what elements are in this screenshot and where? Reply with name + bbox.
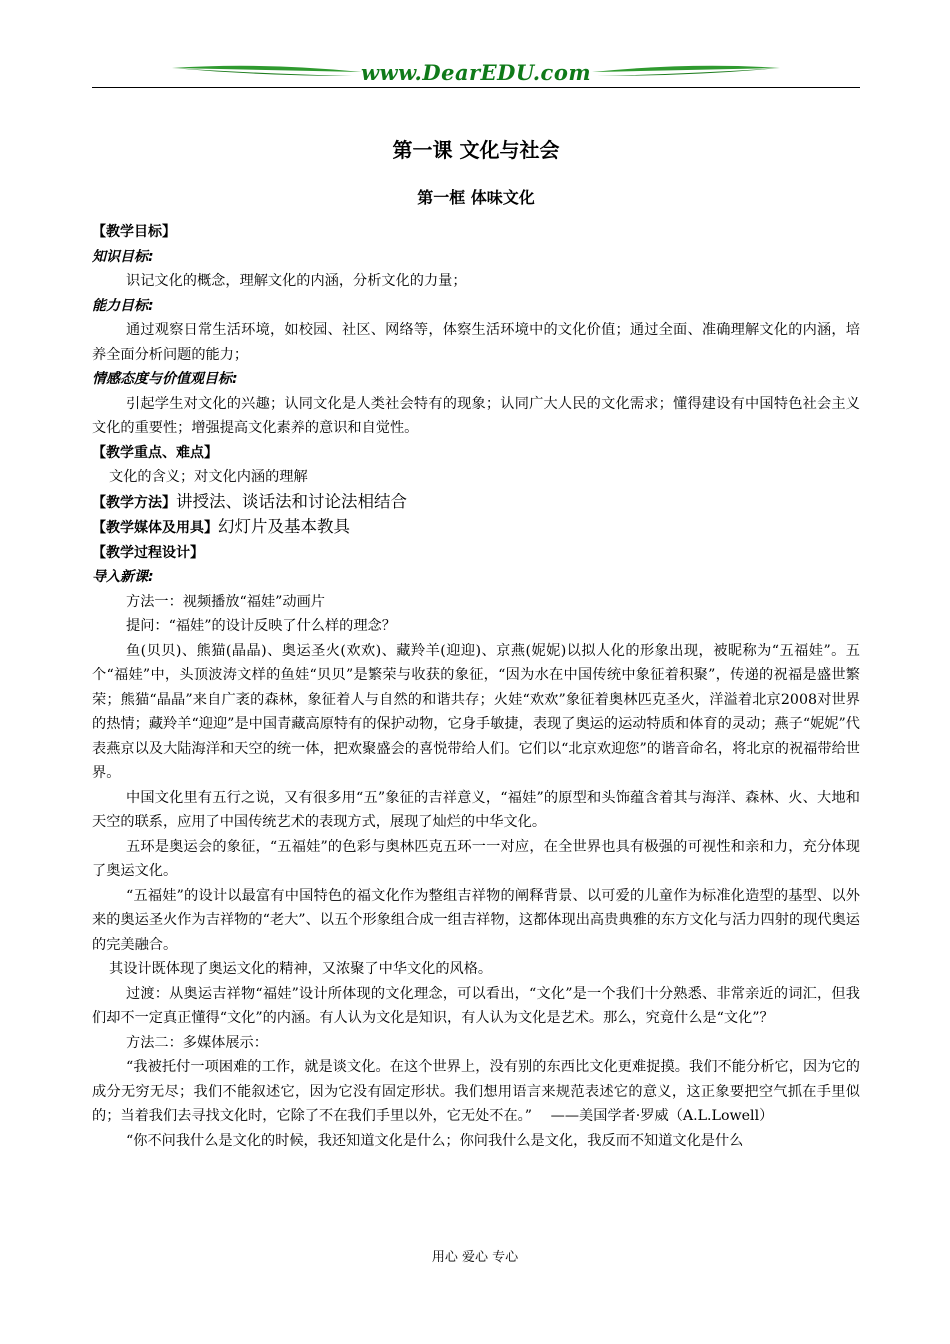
site-logo-text: www.DearEDU.com	[360, 60, 592, 85]
page-footer: 用心 爱心 专心	[431, 1250, 519, 1265]
media-label: 【教学媒体及用具】	[92, 520, 218, 536]
knowledge-text: 识记文化的概念，理解文化的内涵，分析文化的力量；	[126, 273, 467, 289]
ability-label: 能力目标:	[92, 297, 154, 314]
section-title: 第一框 体味文化	[417, 188, 535, 207]
media-line	[92, 515, 860, 541]
document-body	[92, 136, 860, 1153]
paragraph: 提问：“福娃”的设计反映了什么样的理念？	[126, 618, 396, 634]
paragraph: 鱼(贝贝)、熊猫(晶晶)、奥运圣火(欢欢)、藏羚羊(迎迎)、京燕(妮妮)以拟人化的形象出现，被昵称为“五福娃”。五个“福娃”中，头顶波涛文样的鱼娃“贝贝”是繁荣与收获的象征，“因为水在中国传统中象征着积聚”，传递的祝福是盛世繁荣；熊猫“晶晶”来自广袤的森林，象征着人与自然的和谐共存；火娃“欢欢”象征着奥林匹克圣火，洋溢着北京2008对世界的热情；藏羚羊“迎迎”是中国青藏高原特有的保护动物，它身手敏捷，表现了奥运的运动特质和体育的灵动；燕子“妮妮”代表燕京以及大陆海洋和天空的统一体，把欢聚盛会的喜悦带给人们。它们以“北京欢迎您”的谐音命名，将北京的祝福带给世界。	[92, 642, 860, 781]
method-text: 讲授法、谈话法和讨论法相结合	[176, 491, 407, 511]
paragraph: 方法一：视频播放“福娃”动画片	[126, 593, 325, 610]
lesson-title: 第一课 文化与社会	[392, 138, 560, 162]
key-points-heading: 【教学重点、难点】	[92, 444, 218, 461]
ability-text: 通过观察日常生活环境，如校园、社区、网络等，体察生活环境中的文化价值；通过全面、准确理解文化的内涵，培养全面分析问题的能力；	[92, 322, 860, 363]
quote-paragraph: “你不问我什么是文化的时候，我还知道文化是什么；你问我什么是文化，我反而不知道文化是什么	[126, 1132, 744, 1149]
paragraph: “五福娃”的设计以最富有中国特色的福文化作为整组吉祥物的阐释背景、以可爱的儿童作为标准化造型的基型、以外来的奥运圣火作为吉祥物的“老大”、以五个形象组合成一组吉祥物，这都体现出高贵典雅的东方文化与活力四射的现代奥运的完美融合。	[92, 887, 860, 953]
paragraph: 中国文化里有五行之说，又有很多用“五”象征的吉祥意义，“福娃”的原型和头饰蕴含着其与海洋、森林、火、大地和天空的联系，应用了中国传统艺术的表现方式，展现了灿烂的中华文化。	[92, 789, 860, 830]
method-line	[92, 490, 860, 516]
paragraph: 过渡：从奥运吉祥物“福娃”设计所体现的文化理念，可以看出，“文化”是一个我们十分熟悉、非常亲近的词汇，但我们却不一定真正懂得“文化”的内涵。有人认为文化是知识，有人认为文化是艺术。那么，究竟什么是“文化”？	[92, 985, 860, 1026]
process-heading: 【教学过程设计】	[92, 544, 204, 561]
quote-paragraph: “我被托付一项困难的工作，就是谈文化。在这个世界上，没有别的东西比文化更难捉摸。我们不能分析它，因为它的成分无穷无尽；我们不能叙述它，因为它没有固定形状。我们想用语言来规范表述它的意义，这正象要把空气抓在手里似的；当着我们去寻找文化时，它除了不在我们手里以外，它无处不在。” ——美国学者·罗威（A.L.Lowell）	[92, 1059, 860, 1124]
intro-label: 导入新课:	[92, 569, 154, 585]
paragraph: 五环是奥运会的象征，“五福娃”的色彩与奥林匹克五环一一对应，在全世界也具有极强的可视性和亲和力，充分体现了奥运文化。	[92, 838, 860, 879]
key-points-text: 文化的含义；对文化内涵的理解	[109, 469, 308, 485]
emotion-label: 情感态度与价值观目标:	[92, 371, 238, 387]
method-label: 【教学方法】	[92, 494, 176, 511]
emotion-text: 引起学生对文化的兴趣；认同文化是人类社会特有的现象；认同广大人民的文化需求；懂得建设有中国特色社会主义文化的重要性；增强提高文化素养的意识和自觉性。	[92, 395, 860, 436]
header-divider	[92, 87, 860, 88]
knowledge-label: 知识目标:	[92, 248, 154, 265]
media-text: 幻灯片及基本教具	[218, 517, 350, 536]
objectives-heading: 【教学目标】	[92, 224, 176, 240]
paragraph: 其设计既体现了奥运文化的精神，又浓聚了中华文化的风格。	[109, 961, 493, 977]
paragraph: 方法二：多媒体展示：	[126, 1034, 268, 1051]
